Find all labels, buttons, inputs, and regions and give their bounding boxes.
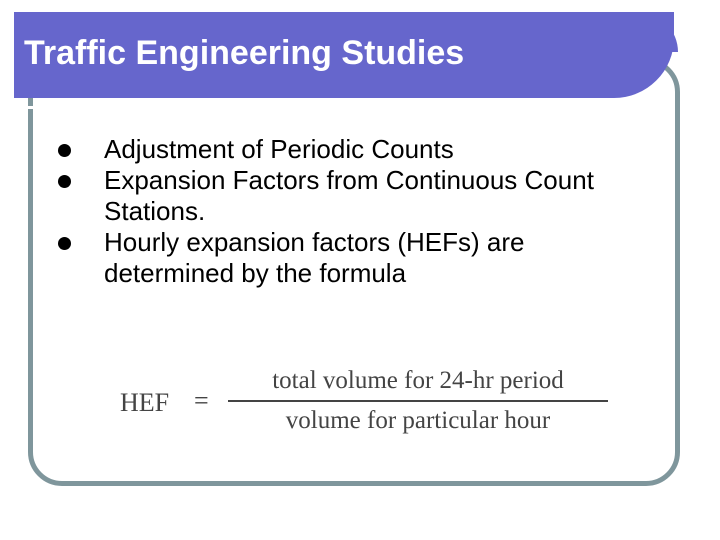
bullet-item (58, 134, 658, 165)
bullet-dot-icon (58, 175, 71, 188)
title-underline (28, 106, 650, 109)
bullet-dot-icon (58, 144, 71, 157)
slide-title: Traffic Engineering Studies (24, 34, 465, 72)
bullet-text: Expansion Factors from Continuous Count Stations. (104, 165, 594, 226)
fraction-bar (228, 400, 608, 402)
title-bar (14, 12, 674, 98)
bullet-item (58, 227, 658, 289)
formula-numerator: total volume for 24-hr period (272, 367, 564, 394)
bullet-text: Adjustment of Periodic Counts (104, 134, 454, 164)
bullet-text: Hourly expansion factors (HEFs) are determined by the formula (104, 227, 525, 288)
bullet-list (58, 134, 658, 289)
formula-lhs: HEF (120, 388, 170, 417)
bullet-dot-icon (58, 237, 71, 250)
hef-formula (120, 366, 620, 446)
bullet-item (58, 165, 658, 227)
formula-denominator: volume for particular hour (285, 407, 551, 434)
formula-equals: = (194, 386, 209, 415)
formula-fraction (228, 366, 608, 436)
